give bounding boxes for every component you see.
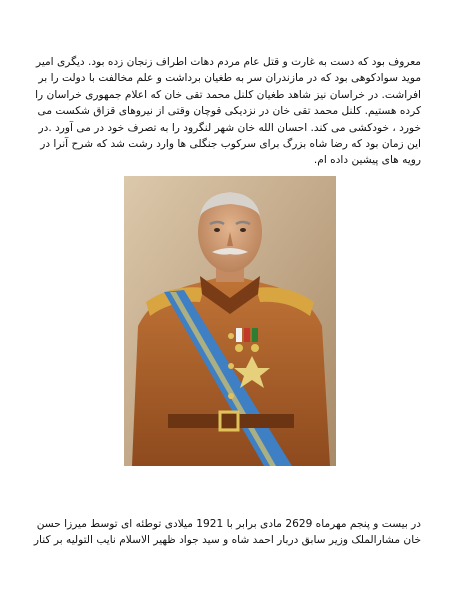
text-line: کرده هستیم. کلنل محمد تقی خان در نزدیکی قوچان وقتی از نیروهای قزاق شکست می (37, 105, 421, 118)
paragraph-top (36, 54, 421, 169)
coat-button (228, 363, 234, 369)
portrait-illustration (124, 176, 336, 466)
coat-button (228, 333, 234, 339)
medal-ribbon (252, 328, 258, 342)
belt (168, 414, 294, 428)
paragraph-bottom (31, 516, 421, 549)
medal (251, 344, 259, 352)
text-line: رویه های پیشین داده ام. (313, 154, 421, 167)
medal-ribbon (244, 328, 250, 342)
text-line: افراشت. در خراسان نیز شاهد طغیان کلنل محمد تقی خان که اعلام جمهوری خراسان را (35, 88, 421, 101)
medal (235, 344, 243, 352)
coat-button (228, 393, 234, 399)
text-line: معروف بود که دست به غارت و قتل عام مردم دهات اطراف زنجان زده بود. دیگری امیر (35, 56, 421, 68)
medal-ribbon (236, 328, 242, 342)
text-line: موید سوادکوهی بود که در مازندران سر به طغیان برداشت و علم مخالفت با دولت را بر (38, 72, 421, 85)
right-eye (240, 228, 246, 232)
text-line: خان مشارالملک وزیر سابق دربار احمد شاه و سید جواد ظهیر الاسلام نایب التولیه بر کنار (33, 534, 421, 547)
text-line: خورد ، خودکشی می کند. احسان الله خان شهر لنگرود را به تصرف خود در می آورد .در (38, 121, 421, 134)
text-line: در بیست و پنجم مهرماه 2629 مادی برابر با 1921 میلادی توطئه ای توسط میرزا حسن (36, 518, 421, 530)
text-line: این زمان بود که رضا شاه بزرگ برای سرکوب جنگلی ها وارد رشت شد که شرح آنرا در (40, 138, 421, 151)
left-eye (214, 228, 220, 232)
portrait-image (124, 176, 336, 466)
